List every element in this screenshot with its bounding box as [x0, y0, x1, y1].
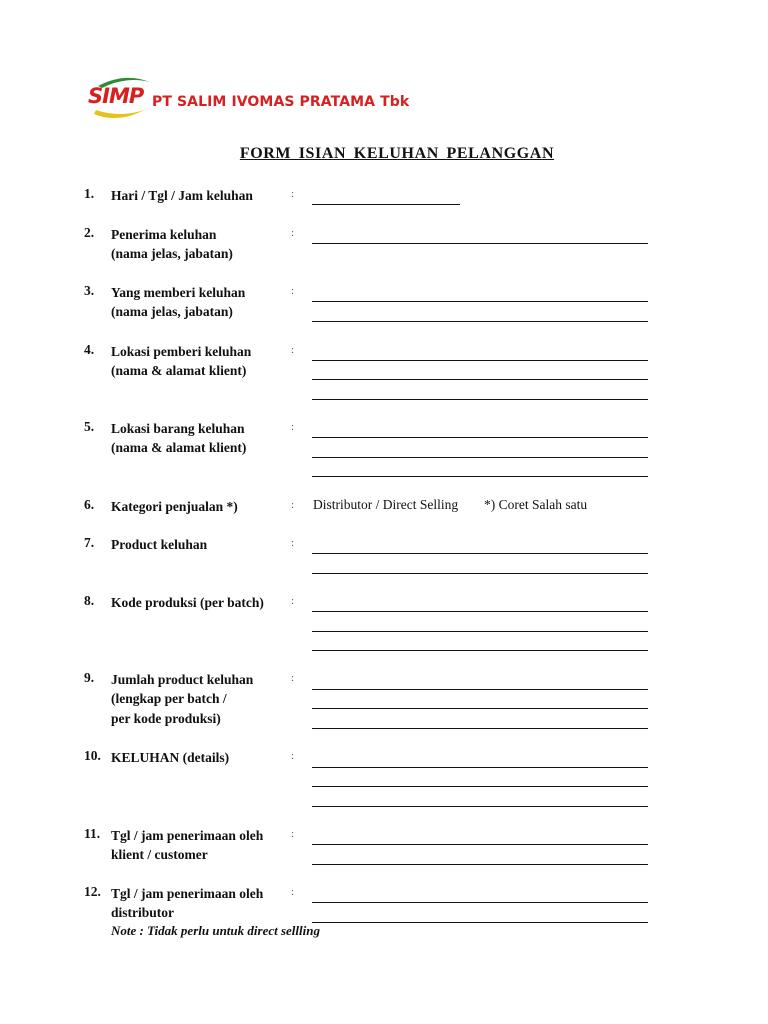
entry-line[interactable]: [312, 650, 648, 651]
item-label: KELUHAN (details): [111, 750, 230, 765]
item-colon: :: [291, 188, 295, 200]
item-colon: :: [291, 285, 295, 297]
form-title: FORM ISIAN KELUHAN PELANGGAN: [239, 145, 555, 162]
item-colon: :: [291, 537, 295, 549]
item-number: 3.: [84, 283, 95, 298]
item-number: 2.: [84, 225, 95, 240]
entry-line[interactable]: [312, 437, 648, 438]
entry-line[interactable]: [312, 728, 648, 729]
entry-line[interactable]: [312, 301, 648, 302]
item-colon: :: [291, 227, 295, 239]
strike-one-hint: *) Coret Salah satu: [484, 497, 588, 512]
item-number: 4.: [84, 342, 95, 357]
item-colon: :: [291, 499, 295, 511]
entry-line[interactable]: [312, 553, 648, 554]
entry-line[interactable]: [312, 689, 648, 690]
entry-line[interactable]: [312, 457, 648, 458]
entry-line[interactable]: [312, 321, 648, 322]
item-number: 11.: [84, 826, 101, 841]
item-label-sub: (nama & alamat klient): [111, 363, 247, 378]
entry-line[interactable]: [312, 573, 648, 574]
item-colon: :: [291, 672, 295, 684]
item-colon: :: [291, 344, 295, 356]
item-label-sub: per kode produksi): [111, 711, 221, 726]
item-label: Penerima keluhan: [111, 227, 217, 242]
item-number: 8.: [84, 593, 95, 608]
entry-line[interactable]: [312, 922, 648, 923]
form-note: Note : Tidak perlu untuk direct sellling: [111, 923, 320, 938]
item-colon: :: [291, 595, 295, 607]
item-number: 5.: [84, 419, 95, 434]
item-colon: :: [291, 828, 295, 840]
item-number: 1.: [84, 186, 95, 201]
item-colon: :: [291, 886, 295, 898]
item-label-sub: klient / customer: [111, 847, 208, 862]
item-label: Lokasi barang keluhan: [111, 421, 245, 436]
item-number: 12.: [84, 884, 101, 899]
entry-line[interactable]: [312, 399, 648, 400]
entry-line[interactable]: [312, 708, 648, 709]
item-label-sub: (lengkap per batch /: [111, 691, 227, 706]
entry-line[interactable]: [312, 631, 648, 632]
item-label-sub: (nama jelas, jabatan): [111, 246, 233, 261]
item-label-sub: (nama jelas, jabatan): [111, 304, 233, 319]
item-label: Tgl / jam penerimaan oleh: [111, 886, 264, 901]
item-number: 6.: [84, 497, 95, 512]
item-colon: :: [291, 421, 295, 433]
company-logo: [84, 70, 410, 122]
item-number: 9.: [84, 670, 95, 685]
item-label-sub: distributor: [111, 905, 175, 920]
item-label: Lokasi pemberi keluhan: [111, 344, 252, 359]
item-label: Kategori penjualan *): [111, 499, 238, 514]
entry-line[interactable]: [312, 902, 648, 903]
item-number: 7.: [84, 535, 95, 550]
logo-simp-text: SIMP: [88, 84, 144, 108]
entry-line[interactable]: [312, 379, 648, 380]
item-label: Yang memberi keluhan: [111, 285, 246, 300]
entry-line[interactable]: [312, 243, 648, 244]
entry-line[interactable]: [312, 806, 648, 807]
item-label-sub: (nama & alamat klient): [111, 440, 247, 455]
entry-line[interactable]: [312, 360, 648, 361]
item-label: Hari / Tgl / Jam keluhan: [111, 188, 253, 203]
company-name: PT SALIM IVOMAS PRATAMA Tbk: [152, 94, 410, 110]
item-label: Kode produksi (per batch): [111, 595, 264, 610]
item-label: Product keluhan: [111, 537, 208, 552]
entry-line[interactable]: [312, 767, 648, 768]
entry-line[interactable]: [312, 864, 648, 865]
entry-line[interactable]: [312, 786, 648, 787]
item-label: Jumlah product keluhan: [111, 672, 254, 687]
item-label: Tgl / jam penerimaan oleh: [111, 828, 264, 843]
item-number: 10.: [84, 748, 101, 763]
entry-line[interactable]: [312, 204, 460, 205]
item-colon: :: [291, 750, 295, 762]
entry-line[interactable]: [312, 844, 648, 845]
sales-category-options: Distributor / Direct Selling: [313, 497, 459, 512]
entry-line[interactable]: [312, 476, 648, 477]
entry-line[interactable]: [312, 611, 648, 612]
